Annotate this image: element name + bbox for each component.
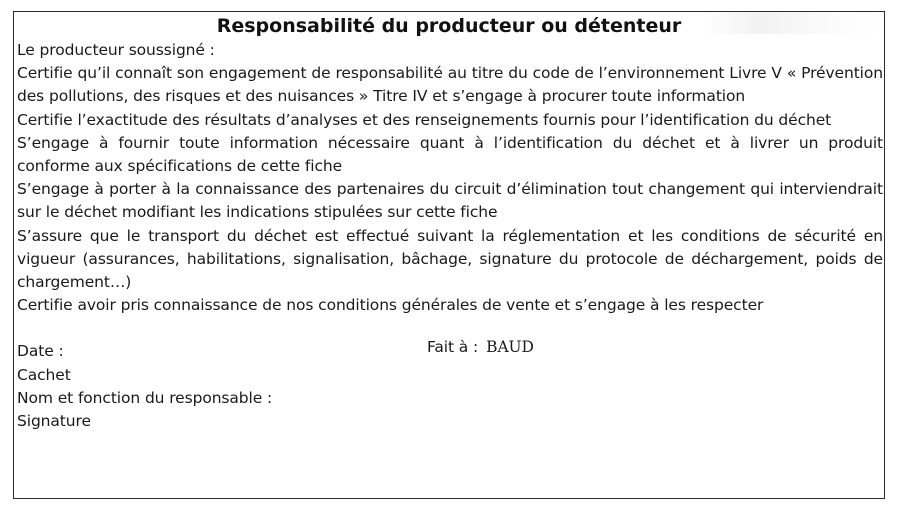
date-label: Date : (17, 342, 64, 361)
responsibility-box (13, 11, 885, 499)
fait-a-value: BAUD (486, 338, 534, 357)
cachet-label: Cachet (17, 365, 71, 384)
fait-a-label: Fait à : (427, 338, 479, 357)
declaration-paragraph: Certifie l’exactitude des résultats d’analyses et des renseignements fournis pour l’identification du déchet (17, 110, 832, 129)
date-row (17, 340, 883, 363)
declaration-body (17, 39, 883, 433)
declaration-paragraph: Certifie avoir pris connaissance de nos conditions générales de vente et s’engage à les respecter (17, 296, 764, 315)
responsible-name-label: Nom et fonction du responsable : (17, 388, 273, 407)
declaration-paragraph: S’assure que le transport du déchet est effectué suivant la réglementation et les conditions de sécurité en vigueur (assurances, habilitations, signalisation, bâchage, signature du protocole de déchargement, poids de chargement…) (17, 226, 883, 292)
intro-line: Le producteur soussigné : (17, 41, 215, 59)
declaration-paragraph: S’engage à fournir toute information nécessaire quant à l’identification du déchet et à livrer un produit conforme aux spécifications de cette fiche (17, 133, 883, 176)
section-title: Responsabilité du producteur ou détenteur (216, 15, 682, 37)
fait-a-field (427, 336, 534, 359)
declaration-paragraph: Certifie qu’il connaît son engagement de responsabilité au titre du code de l’environnement Livre V « Prévention des pollutions, des risques et des nuisances » Titre IV et s’engage à procurer toute information (17, 64, 883, 106)
declaration-paragraph: S’engage à porter à la connaissance des partenaires du circuit d’élimination tout changement qui interviendrait sur le déchet modifiant les indications stipulées sur cette fiche (17, 180, 883, 222)
signature-label: Signature (17, 412, 91, 430)
